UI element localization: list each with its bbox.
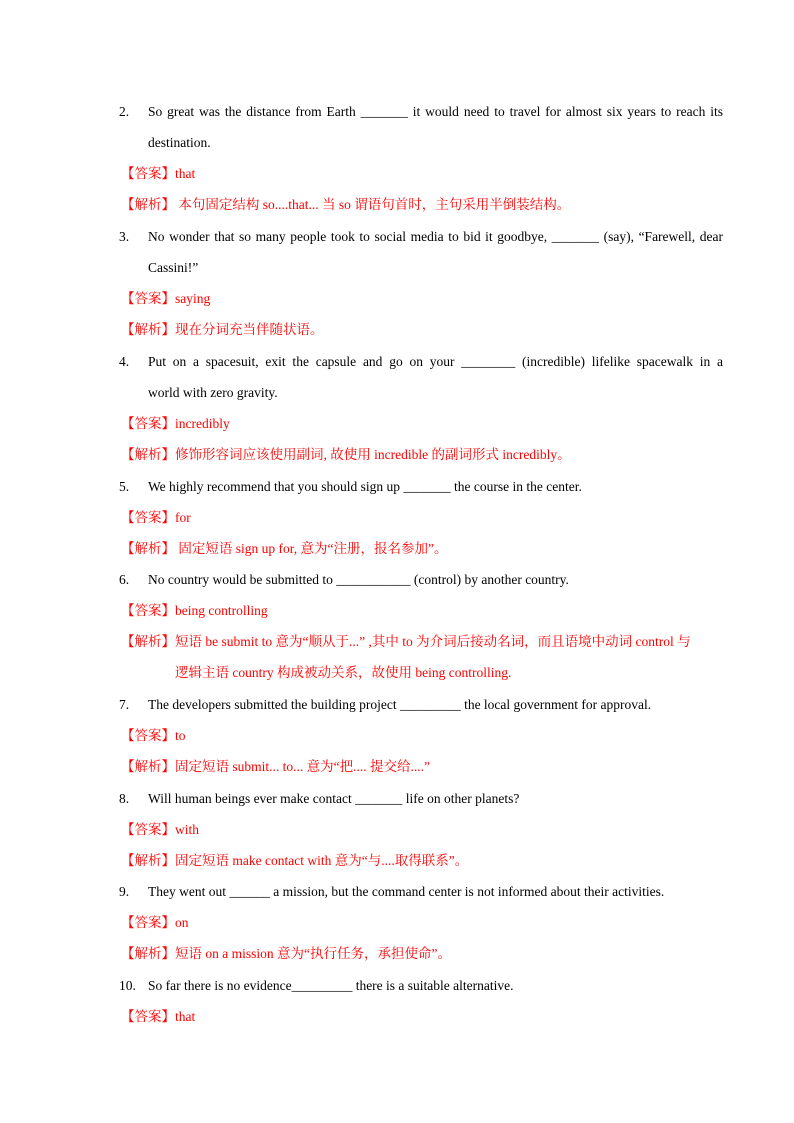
explanation-text: 本句固定结构 so....that... 当 so 谓语句首时，主句采用半倒装结构。 (175, 197, 571, 212)
question-text-line1: We highly recommend that you should sign up _______ the course in the center. (148, 479, 582, 494)
explanation-row (121, 633, 691, 651)
answer-tag: 【答案】 (121, 510, 175, 525)
explanation-row (121, 758, 430, 776)
answer-text: to (175, 728, 186, 743)
answer-row (121, 727, 186, 745)
explanation-tag: 【解析】 (121, 853, 175, 868)
answer-tag: 【答案】 (121, 822, 175, 837)
explanation-text: 修饰形容词应该使用副词, 故使用 incredible 的副词形式 incredibly。 (175, 447, 571, 462)
answer-tag: 【答案】 (121, 166, 175, 181)
answer-text: saying (175, 291, 211, 306)
answer-text: on (175, 915, 189, 930)
explanation-tag: 【解析】 (121, 634, 175, 649)
question-text-line1: Will human beings ever make contact _______ life on other planets? (148, 791, 520, 806)
answer-tag: 【答案】 (121, 728, 175, 743)
explanation-row (121, 321, 324, 339)
answer-text: incredibly (175, 416, 230, 431)
answer-row (121, 1008, 195, 1026)
question-number: 4. (119, 354, 130, 369)
explanation-tag: 【解析】 (121, 541, 175, 556)
answer-text: that (175, 1009, 196, 1024)
question-text-line1: The developers submitted the building project _________ the local government for approval. (148, 697, 652, 712)
question-number: 10. (119, 978, 136, 993)
question-number: 5. (119, 479, 130, 494)
explanation-tag: 【解析】 (121, 447, 175, 462)
answer-text: with (175, 822, 200, 837)
question-text-line1: So great was the distance from Earth _______ it would need to travel for almost six years to reach its (148, 104, 723, 119)
explanation-tag: 【解析】 (121, 946, 175, 961)
answer-row (121, 415, 230, 433)
answer-tag: 【答案】 (121, 915, 175, 930)
explanation-row (121, 446, 571, 464)
question-text-line2: destination. (148, 135, 211, 150)
question-text-line2: Cassini!” (148, 260, 199, 275)
explanation-text: 短语 be submit to 意为“顺从于...” ,其中 to 为介词后接动名词，而且语境中动词 control 与 (175, 634, 691, 649)
answer-row (121, 509, 191, 527)
explanation-row (121, 945, 451, 963)
question-text-line1: No wonder that so many people took to social media to bid it goodbye, _______ (say), “Farewell, dear (148, 229, 723, 244)
answer-tag: 【答案】 (121, 291, 175, 306)
explanation-text: 现在分词充当伴随状语。 (175, 322, 324, 337)
question-number: 3. (119, 229, 130, 244)
answer-row (121, 821, 199, 839)
question-number: 6. (119, 572, 130, 587)
answer-text: that (175, 166, 196, 181)
question-text-line1: No country would be submitted to ___________ (control) by another country. (148, 572, 569, 587)
answer-tag: 【答案】 (121, 416, 175, 431)
explanation-text: 固定短语 submit... to... 意为“把.... 提交给....” (175, 759, 430, 774)
question-number: 2. (119, 104, 130, 119)
explanation-tag: 【解析】 (121, 759, 175, 774)
answer-tag: 【答案】 (121, 1009, 175, 1024)
explanation-text: 固定短语 sign up for, 意为“注册，报名参加”。 (175, 541, 448, 556)
answer-text: for (175, 510, 191, 525)
answer-row (121, 165, 195, 183)
answer-tag: 【答案】 (121, 603, 175, 618)
question-text-line1: They went out ______ a mission, but the command center is not informed about their activities. (148, 884, 665, 899)
question-text-line1: So far there is no evidence_________ there is a suitable alternative. (148, 978, 514, 993)
explanation-row (121, 196, 570, 214)
question-number: 7. (119, 697, 130, 712)
explanation-text: 固定短语 make contact with 意为“与....取得联系”。 (175, 853, 469, 868)
answer-text: being controlling (175, 603, 268, 618)
explanation-row (121, 540, 447, 558)
question-text-line2: world with zero gravity. (148, 385, 278, 400)
answer-row (121, 914, 189, 932)
explanation-row (121, 852, 468, 870)
answer-row (121, 290, 210, 308)
explanation-text: 短语 on a mission 意为“执行任务，承担使命”。 (175, 946, 451, 961)
question-number: 8. (119, 791, 130, 806)
answer-row (121, 602, 268, 620)
explanation-text-line2: 逻辑主语 country 构成被动关系，故使用 being controlling. (175, 665, 512, 680)
question-text-line1: Put on a spacesuit, exit the capsule and go on your ________ (incredible) lifelike spacewalk in a (148, 354, 723, 369)
explanation-tag: 【解析】 (121, 197, 175, 212)
question-number: 9. (119, 884, 130, 899)
explanation-tag: 【解析】 (121, 322, 175, 337)
